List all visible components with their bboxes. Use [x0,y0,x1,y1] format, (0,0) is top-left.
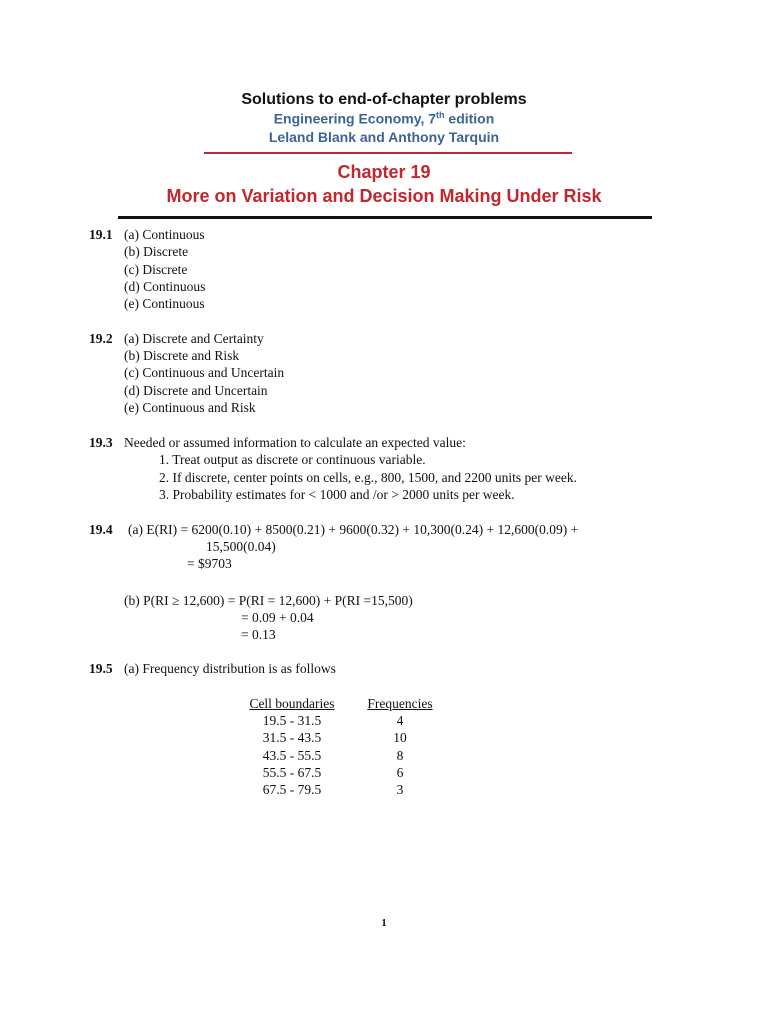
answer-line: (c) Continuous and Uncertain [124,365,285,380]
answer-line: 2. If discrete, center points on cells, e.g., 800, 1500, and 2200 units per week. [159,470,578,485]
answer-line: (e) Continuous and Risk [124,400,256,415]
table-header-cell-boundaries: Cell boundaries [249,696,335,711]
answer-line: (c) Discrete [124,262,188,277]
solutions-title: Solutions to end-of-chapter problems [241,91,527,108]
book-title-superscript: th [436,110,445,120]
table-cell-boundary: 43.5 - 55.5 [262,748,322,763]
page-number: 1 [381,917,387,929]
table-cell-frequency: 6 [396,765,404,780]
table-cell-boundary: 55.5 - 67.5 [262,765,322,780]
table-cell-frequency: 4 [396,713,404,728]
table-cell-frequency: 8 [396,748,404,763]
problem-number-19-5: 19.5 [89,661,113,676]
answer-line: 1. Treat output as discrete or continuous variable. [159,452,426,467]
problem-number-19-4: 19.4 [89,522,113,537]
chapter-title: Chapter 19 [337,162,431,182]
answer-line: (d) Discrete and Uncertain [124,383,268,398]
problem-intro: (a) Frequency distribution is as follows [124,661,336,676]
equation-line: = $9703 [187,556,232,571]
book-title [0,110,768,127]
problem-number-19-2: 19.2 [89,331,113,346]
table-cell-boundary: 31.5 - 43.5 [262,730,322,745]
answer-line: (d) Continuous [124,279,206,294]
equation-line: (a) E(RI) = 6200(0.10) + 8500(0.21) + 9600(0.32) + 10,300(0.24) + 12,600(0.09) + [128,522,579,537]
authors: Leland Blank and Anthony Tarquin [268,129,500,145]
table-cell-boundary: 19.5 - 31.5 [262,713,322,728]
answer-line: 3. Probability estimates for < 1000 and /or > 2000 units per week. [159,487,515,502]
table-header-frequencies: Frequencies [367,696,433,711]
chapter-subtitle: More on Variation and Decision Making Under Risk [166,186,602,206]
answer-line: (a) Continuous [124,227,205,242]
header-divider-black [118,216,652,219]
book-title-tail: edition [444,110,495,127]
answer-line: (a) Discrete and Certainty [124,331,264,346]
header-divider-red [204,152,572,154]
equation-line: = 0.13 [241,627,276,642]
answer-line: (e) Continuous [124,296,205,311]
table-cell-boundary: 67.5 - 79.5 [262,782,322,797]
answer-line: (b) Discrete and Risk [124,348,240,363]
answer-line: (b) Discrete [124,244,189,259]
problem-intro: Needed or assumed information to calculate an expected value: [124,435,466,450]
table-cell-frequency: 3 [396,782,404,797]
equation-line: = 0.09 + 0.04 [241,610,314,625]
equation-line: 15,500(0.04) [206,539,276,554]
table-cell-frequency: 10 [393,730,407,745]
problem-number-19-1: 19.1 [89,227,113,242]
problem-number-19-3: 19.3 [89,435,113,450]
equation-line: (b) P(RI ≥ 12,600) = P(RI = 12,600) + P(RI =15,500) [124,593,413,608]
book-title-text: Engineering Economy, 7 [273,110,437,127]
